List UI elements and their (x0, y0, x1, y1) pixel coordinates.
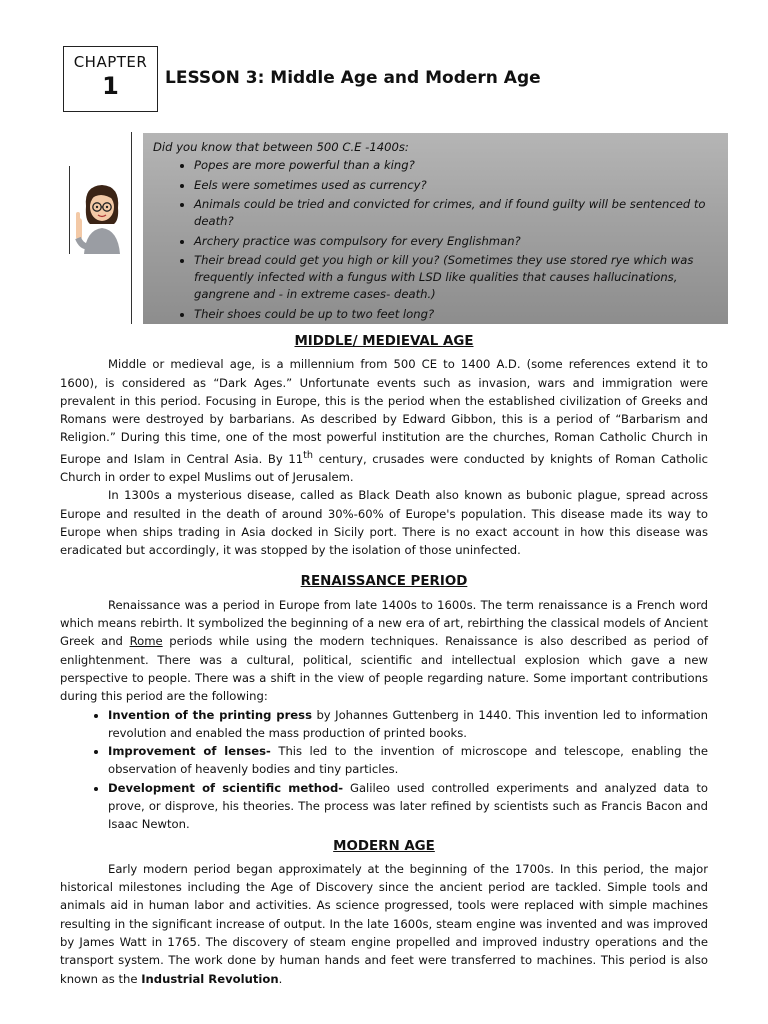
text: Renaissance was a period in Europe from late 1400s to 1600s. The term renaissance is a French word which means rebirth. It symbolized the beginning of a new era of art, rebirthing the classical models of Ancient Greek and (60, 597, 708, 649)
section-heading-medieval: MIDDLE/ MEDIEVAL AGE (294, 334, 474, 349)
section-heading-modern: MODERN AGE (333, 838, 435, 854)
did-you-know-box (143, 133, 728, 324)
list-item: • Their shoes could be up to two feet long? (194, 306, 712, 323)
text: Early modern period began approximately at the beginning of the 1700s. In this period, the major historical milestones including the Age of Discovery since the ancient period are tackled. Simple tools and animals aid in human labor and activities. As science progressed, tools were replaced with simple machines resulting in the significant increase of output. In the late 1600s, steam engine was invented and was improved by James Watt in 1765. The discovery of steam engine propelled and improved industry operations and the transport system. The work done by human hands and feet were transferred to machines. This period is also known as the (60, 861, 708, 986)
section-heading-renaissance: RENAISSANCE PERIOD (300, 574, 468, 590)
chapter-label: CHAPTER (73, 53, 148, 71)
text: periods while using the modern techniques. Renaissance is also described as period of enlightenment. There was a cultural, political, scientific and intellectual explosion which gave a new perspective to people. There was a shift in the view of people regarding nature. Some important contributions during this period are the following: (60, 634, 708, 704)
list-item: • Popes are more powerful than a king? (194, 157, 712, 174)
text: Galileo used controlled experiments and analyzed data to prove, or disprove, his theories. The process was later refined by scientists such as Francis Bacon and Isaac Newton. (108, 780, 708, 832)
chapter-box (63, 46, 158, 112)
paragraph (60, 596, 708, 706)
bold-text: Invention of the printing press (108, 707, 312, 722)
list-item: • Archery practice was compulsory for every Englishman? (194, 233, 712, 250)
teacher-avatar-icon (70, 176, 132, 256)
text: . (278, 971, 283, 986)
paragraph: In 1300s a mysterious disease, called as Black Death also known as bubonic plague, spread across Europe and resulted in the death of around 30%-60% of Europe's population. This disease made its way to Europe when ships trading in Asia docked in Sicily port. There is no exact account in how this disease was eradicated but accordingly, it was stopped by the isolation of those uninfected. (60, 488, 708, 558)
text: century, crusades were conducted by knights of Roman Catholic Church in order to expel Muslims out of Jerusalem. (60, 451, 708, 484)
list-item: • Eels were sometimes used as currency? (194, 177, 712, 194)
list-item: • Their bread could get you high or kill you? (Sometimes they use stored rye which was frequently infected with a fungus with LSD like qualities that causes hallucinations, gangrene and - in extreme cases- death.) (194, 252, 712, 303)
bold-text: Industrial Revolution (141, 971, 279, 986)
text: by Johannes Guttenberg in 1440. This invention led to information revolution and enabled the mass production of printed books. (108, 707, 708, 740)
bold-text: Development of scientific method- (108, 780, 344, 795)
lesson-content (60, 333, 708, 988)
list-item: • Animals could be tried and convicted for crimes, and if found guilty will be sentenced to death? (194, 196, 712, 230)
did-you-know-intro: Did you know that between 500 C.E -1400s: (153, 140, 409, 154)
did-you-know-list (153, 157, 712, 323)
lesson-title: LESSON 3: Middle Age and Modern Age (165, 68, 541, 88)
list-item (108, 742, 708, 779)
list-item (108, 706, 708, 743)
underlined-text: Rome (129, 634, 163, 649)
text: Middle or medieval age, is a millennium from 500 CE to 1400 A.D. (some references extend it to 1600), is considered as “Dark Ages.” Unfortunate events such as invasion, wars and immigration were prevalent in this period. Focusing in Europe, this is the period when the established civilization of Greeks and Romans were destroyed by barbarians. As described by Edward Gibbon, this is a period of “Barbarism and Religion.” During this time, one of the most powerful institution are the churches, Roman Catholic Church in Europe and Islam in Central Asia. By 11 (60, 357, 708, 466)
bold-text: Improvement of lenses- (108, 744, 271, 759)
list-item (108, 779, 708, 834)
chapter-number: 1 (102, 72, 119, 100)
paragraph (60, 860, 708, 988)
contributions-list (60, 706, 708, 834)
paragraph (60, 355, 708, 486)
superscript: th (303, 449, 313, 461)
text: This led to the invention of microscope and telescope, enabling the observation of heavenly bodies and tiny particles. (108, 744, 708, 777)
